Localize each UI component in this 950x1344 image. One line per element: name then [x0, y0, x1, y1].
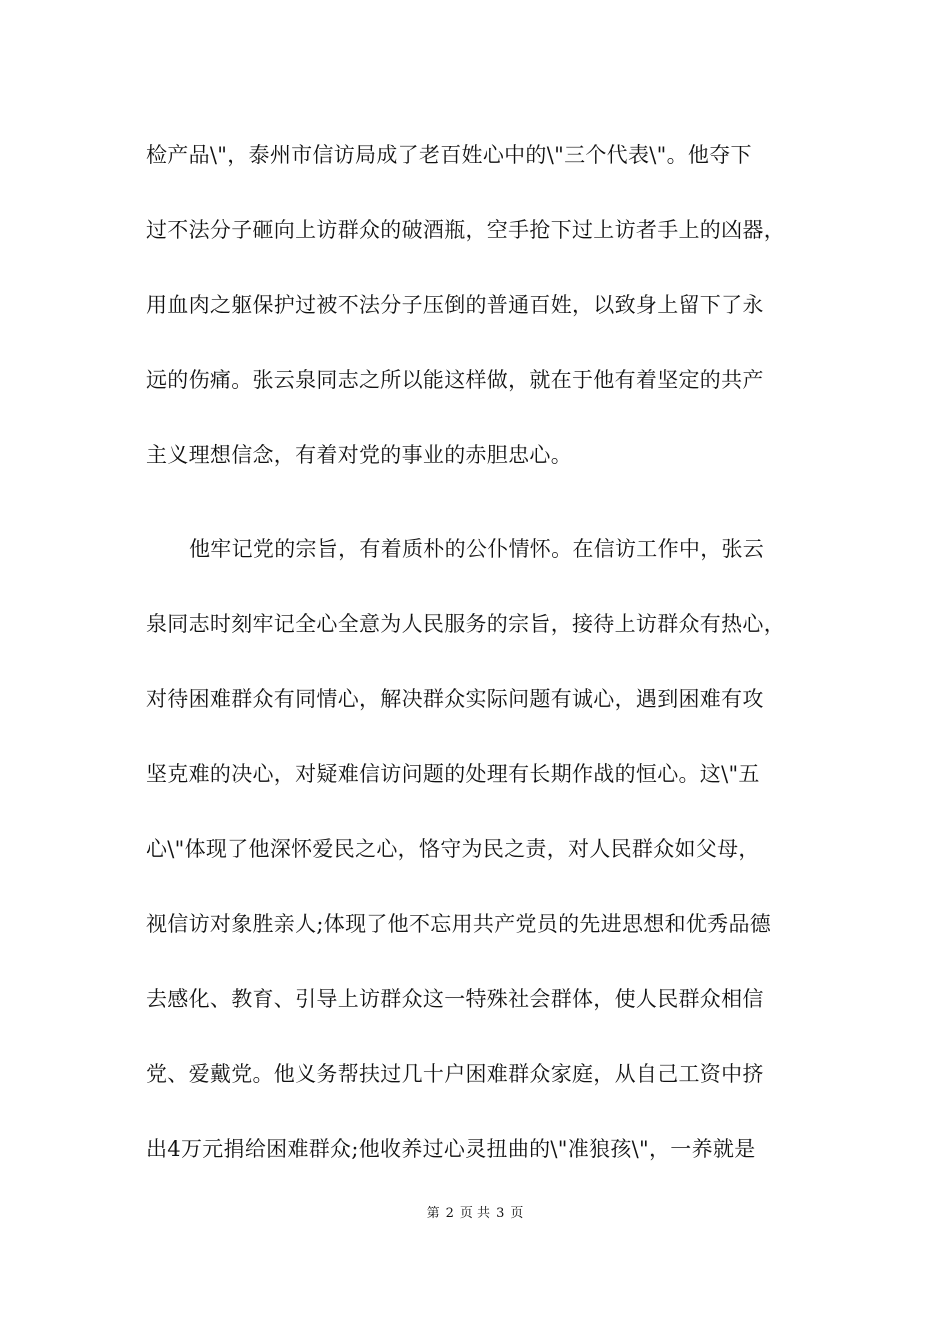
text-line: 用血肉之躯保护过被不法分子压倒的普通百姓，以致身上留下了永 — [146, 293, 764, 317]
text-line: 检产品\"，泰州市信访局成了老百姓心中的\"三个代表\"。他夺下 — [146, 143, 752, 167]
footer-current-page: 2 — [445, 1206, 454, 1221]
text-line: 心\"体现了他深怀爱民之心，恪守为民之责，对人民群众如父母， — [146, 837, 760, 861]
footer-prefix: 第 — [426, 1206, 440, 1221]
text-line: 过不法分子砸向上访群众的破酒瓶，空手抢下过上访者手上的凶器， — [146, 218, 785, 242]
text-line: 去感化、教育、引导上访群众这一特殊社会群体，使人民群众相信 — [146, 987, 764, 1011]
text-line: 主义理想信念，有着对党的事业的赤胆忠心。 — [146, 443, 572, 467]
footer-suffix: 页 — [510, 1206, 524, 1221]
text-line: 远的伤痛。张云泉同志之所以能这样做，就在于他有着坚定的共产 — [146, 368, 764, 392]
text-line: 泉同志时刻牢记全心全意为人民服务的宗旨，接待上访群众有热心， — [146, 612, 785, 636]
footer-middle: 页 共 — [459, 1206, 491, 1221]
page-footer — [0, 1202, 950, 1221]
text-line: 出4万元捐给困难群众;他收养过心灵扭曲的\"准狼孩\"，一养就是 — [146, 1137, 756, 1161]
text-line: 视信访对象胜亲人;体现了他不忘用共产党员的先进思想和优秀品德 — [146, 912, 772, 936]
footer-total-pages: 3 — [496, 1206, 505, 1221]
text-line: 对待困难群众有同情心，解决群众实际问题有诚心，遇到困难有攻 — [146, 687, 764, 711]
text-line: 党、爱戴党。他义务帮扶过几十户困难群众家庭，从自己工资中挤 — [146, 1062, 764, 1086]
paragraph-first-line: 他牢记党的宗旨，有着质朴的公仆情怀。在信访工作中，张云 — [189, 537, 765, 561]
text-line: 坚克难的决心，对疑难信访问题的处理有长期作战的恒心。这\"五 — [146, 762, 760, 786]
